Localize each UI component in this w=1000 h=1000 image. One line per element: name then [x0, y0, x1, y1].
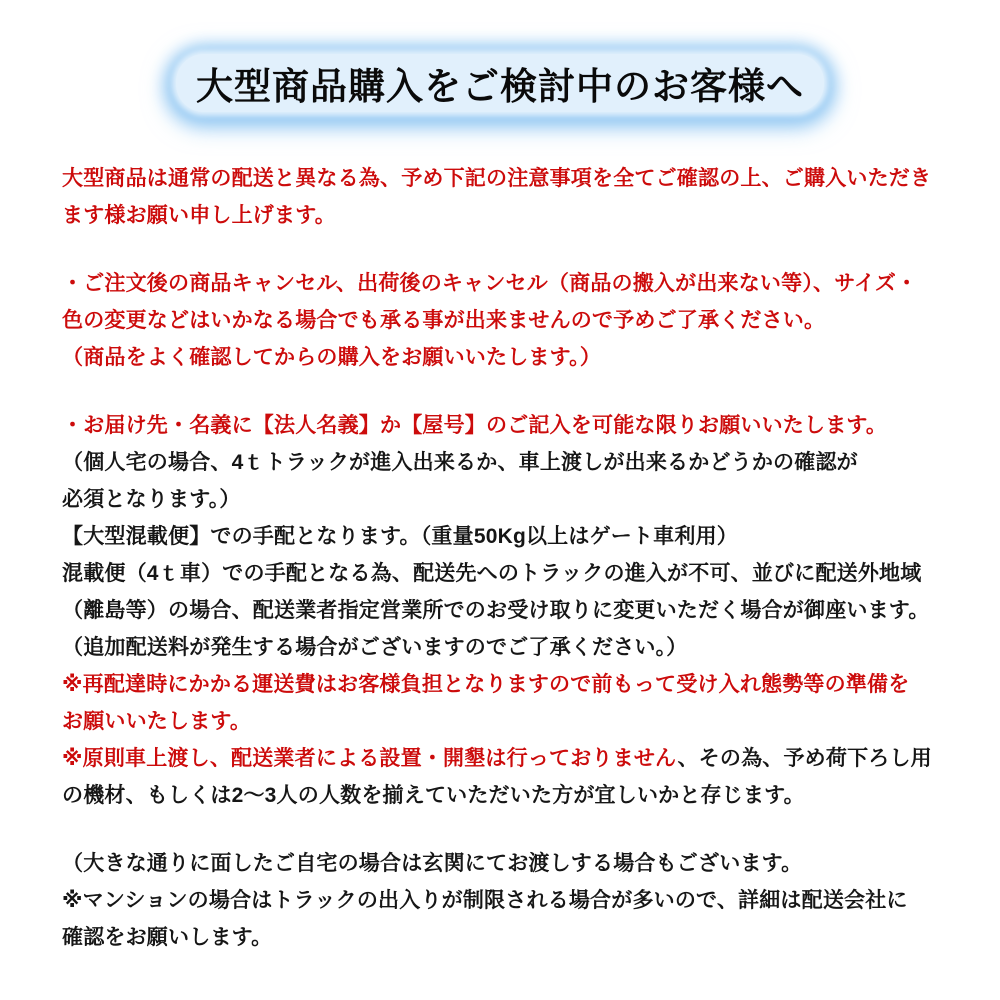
notice-line: [62, 444, 938, 481]
notice-line: [62, 160, 938, 197]
notice-line: [62, 666, 938, 703]
text-segment: （大きな通りに面したご自宅の場合は玄関にてお渡しする場合もございます。: [62, 852, 803, 875]
text-segment: ます様お願い申し上げます。: [62, 204, 336, 227]
notice-paragraph: [62, 160, 938, 234]
text-segment: 混載便（4ｔ車）での手配となる為、配送先へのトラックの進入が不可、並びに配送外地域: [62, 562, 922, 585]
notice-line: [62, 302, 938, 339]
text-segment: ※原則車上渡し、配送業者による設置・開墾は行っておりません: [62, 747, 678, 770]
text-segment: 必須となります。）: [62, 488, 241, 511]
notice-line: [62, 919, 938, 956]
notice-body: [0, 160, 1000, 956]
text-segment: ※再配達時にかかる運送費はお客様負担となりますので前もって受け入れ態勢等の準備を: [62, 673, 910, 696]
notice-line: [62, 629, 938, 666]
notice-line: [62, 703, 938, 740]
notice-line: [62, 882, 938, 919]
text-segment: 色の変更などはいかなる場合でも承る事が出来ませんので予めご了承ください。: [62, 309, 826, 332]
notice-line: [62, 777, 938, 814]
text-segment: ・ご注文後の商品キャンセル、出荷後のキャンセル（商品の搬入が出来ない等）、サイズ・: [62, 272, 918, 295]
notice-line: [62, 265, 938, 302]
notice-line: [62, 407, 938, 444]
notice-paragraph: [62, 407, 938, 814]
text-segment: （個人宅の場合、4ｔトラックが進入出来るか、車上渡しが出来るかどうかの確認が: [62, 451, 858, 474]
title-row: [0, 0, 1000, 112]
notice-paragraph: [62, 845, 938, 956]
text-segment: 【大型混載便】での手配となります。（重量50Kg以上はゲート車利用）: [62, 525, 738, 548]
notice-line: [62, 518, 938, 555]
page-title: 大型商品購入をご検討中のお客様へ: [176, 54, 824, 112]
notice-line: [62, 740, 938, 777]
text-segment: お願いいたします。: [62, 710, 252, 733]
text-segment: 確認をお願いします。: [62, 926, 273, 949]
text-segment: （追加配送料が発生する場合がございますのでご了承ください。）: [62, 636, 688, 659]
notice-line: [62, 845, 938, 882]
notice-line: [62, 197, 938, 234]
text-segment: （商品をよく確認してからの購入をお願いいたします。）: [62, 346, 602, 369]
notice-line: [62, 555, 938, 592]
text-segment: 、その為、予め荷下ろし用: [677, 747, 932, 770]
notice-paragraph: [62, 265, 938, 376]
notice-line: [62, 592, 938, 629]
text-segment: 大型商品は通常の配送と異なる為、予め下記の注意事項を全てご確認の上、ご購入いただき: [62, 167, 932, 190]
text-segment: （離島等）の場合、配送業者指定営業所でのお受け取りに変更いただく場合が御座います。: [62, 599, 930, 622]
text-segment: ※マンションの場合はトラックの出入りが制限される場合が多いので、詳細は配送会社に: [62, 889, 908, 912]
notice-line: [62, 339, 938, 376]
text-segment: の機材、もしくは2～3人の人数を揃えていただいた方が宜しいかと存じます。: [62, 784, 805, 807]
notice-line: [62, 481, 938, 518]
text-segment: ・お届け先・名義に【法人名義】か【屋号】のご記入を可能な限りお願いいたします。: [62, 414, 888, 437]
